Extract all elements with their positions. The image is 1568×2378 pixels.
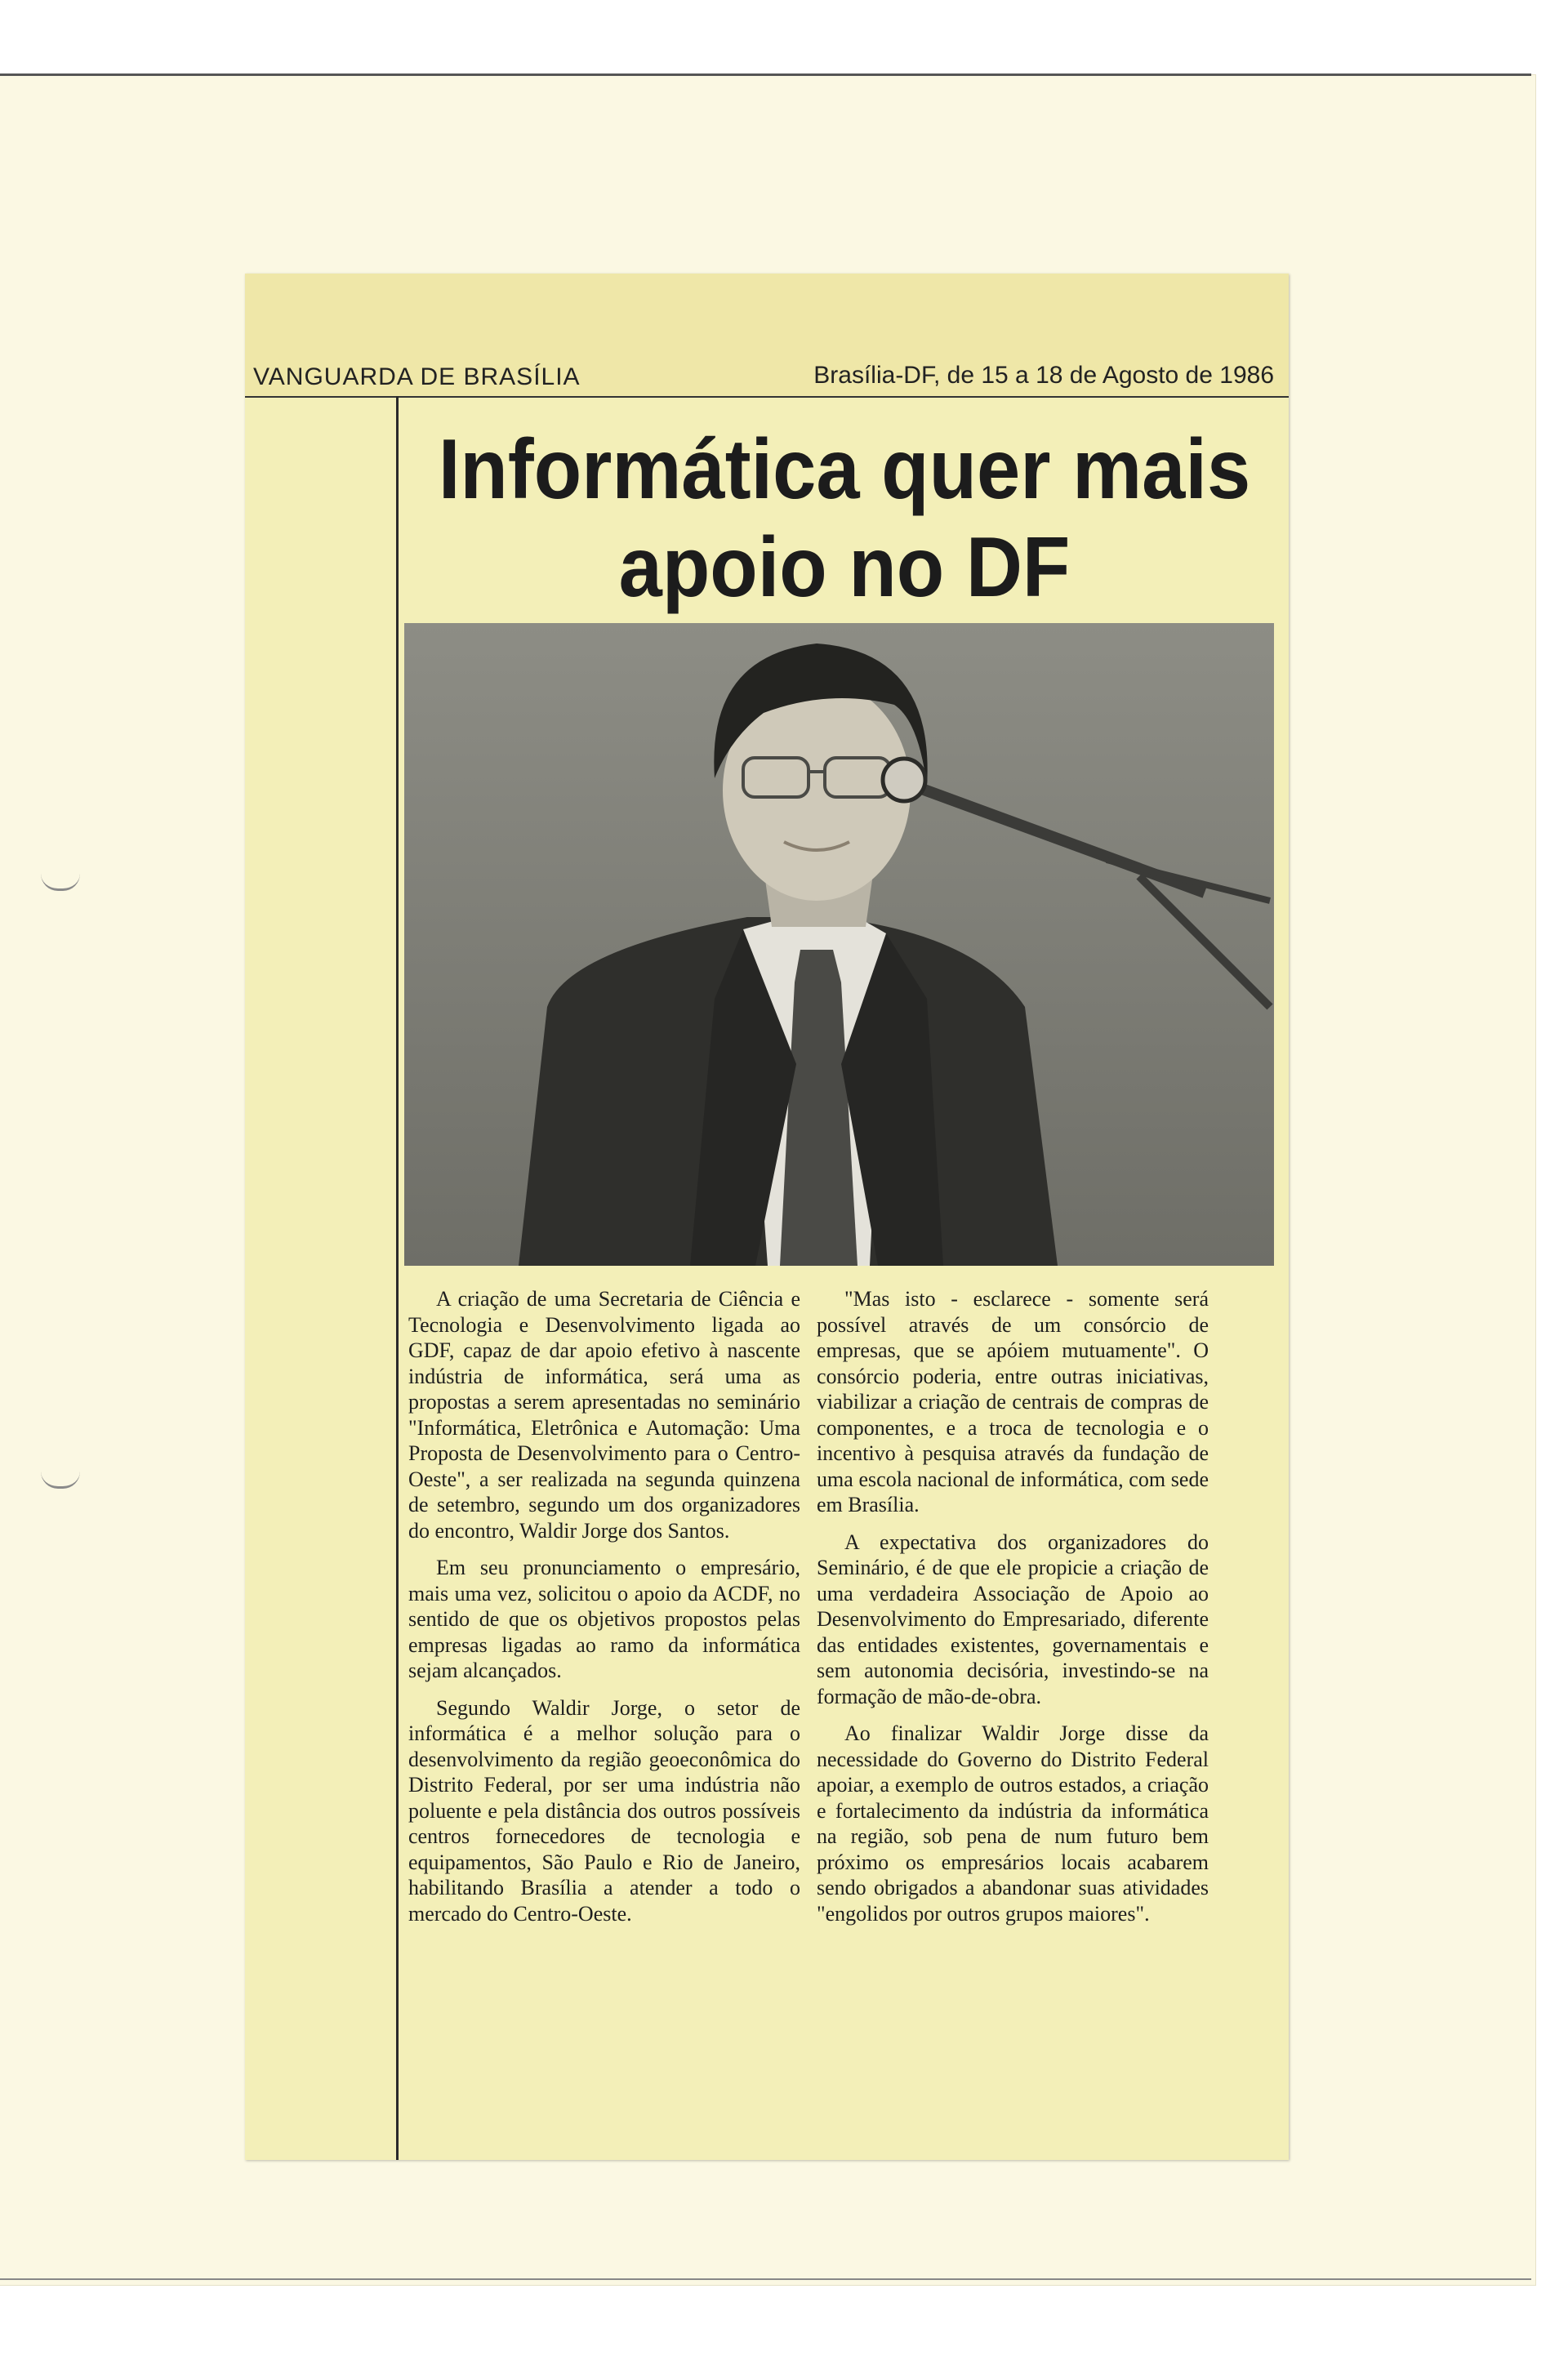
dateline: Brasília-DF, de 15 a 18 de Agosto de 1986 xyxy=(813,362,1274,389)
portrait-photo xyxy=(404,623,1274,1266)
paragraph: A expectativa dos organizadores do Seminário, é de que ele propicie a criação de uma verdadeira Associação de Apoio ao Desenvolvimento do Empresariado, diferente das entidades existentes, governamentais e sem autonomia decisória, investindo-se na formação de mão-de-obra. xyxy=(817,1530,1209,1708)
publication-name: VANGUARDA DE BRASÍLIA xyxy=(253,363,581,390)
header-rule xyxy=(245,396,1289,398)
paragraph: A criação de uma Secretaria de Ciência e Tecnologia e Desenvolvimento ligada ao GDF, capaz de dar apoio efetivo à nascente indústria de informática, será uma as propostas a serem apresentadas no seminário "Informática, Eletrônica e Automação: Uma Proposta de Desenvolvimento para o Centro-Oeste", a ser realizada na segunda quinzena de setembro, segundo um dos organizadores do encontro, Waldir Jorge dos Santos. xyxy=(408,1287,800,1543)
sheet-bottom-edge xyxy=(0,2278,1531,2280)
column-rule xyxy=(396,396,399,2160)
sheet-top-edge xyxy=(0,73,1531,76)
paragraph: Em seu pronunciamento o empresário, mais uma vez, solicitou o apoio da ACDF, no sentido de que os objetivos propostos pelas empresas ligadas ao ramo da informática sejam alcançados. xyxy=(408,1556,800,1682)
headline: Informática quer mais apoio no DF xyxy=(438,422,1251,615)
article-column-left xyxy=(408,1286,800,1938)
paragraph: "Mas isto - esclarece - somente será possível através de um consórcio de empresas, que se apóiem mutuamente". O consórcio poderia, entre outras iniciativas, viabilizar a criação de centrais de compras de componentes, e a troca de tecnologia e o incentivo à pesquisa através da fundação de uma escola nacional de informática, com sede em Brasília. xyxy=(817,1287,1209,1516)
paragraph: Ao finalizar Waldir Jorge disse da necessidade do Governo do Distrito Federal apoiar, a exemplo de outros estados, a criação e fortalecimento da indústria da informática na região, sob pena de num futuro bem próximo os empresários locais acabarem sendo obrigados a abandonar suas atividades "engolidos por outros grupos maiores". xyxy=(817,1721,1209,1926)
newspaper-clipping xyxy=(245,274,1289,2160)
paragraph: Segundo Waldir Jorge, o setor de informática é a melhor solução para o desenvolvimento da região geoeconômica do Distrito Federal, por ser uma indústria não poluente e pela distância dos outros possíveis centros fornecedores de tecnologia e equipamentos, São Paulo e Rio de Janeiro, habilitando Brasília a atender a todo o mercado do Centro-Oeste. xyxy=(408,1695,800,1926)
article-column-right xyxy=(817,1286,1209,1938)
